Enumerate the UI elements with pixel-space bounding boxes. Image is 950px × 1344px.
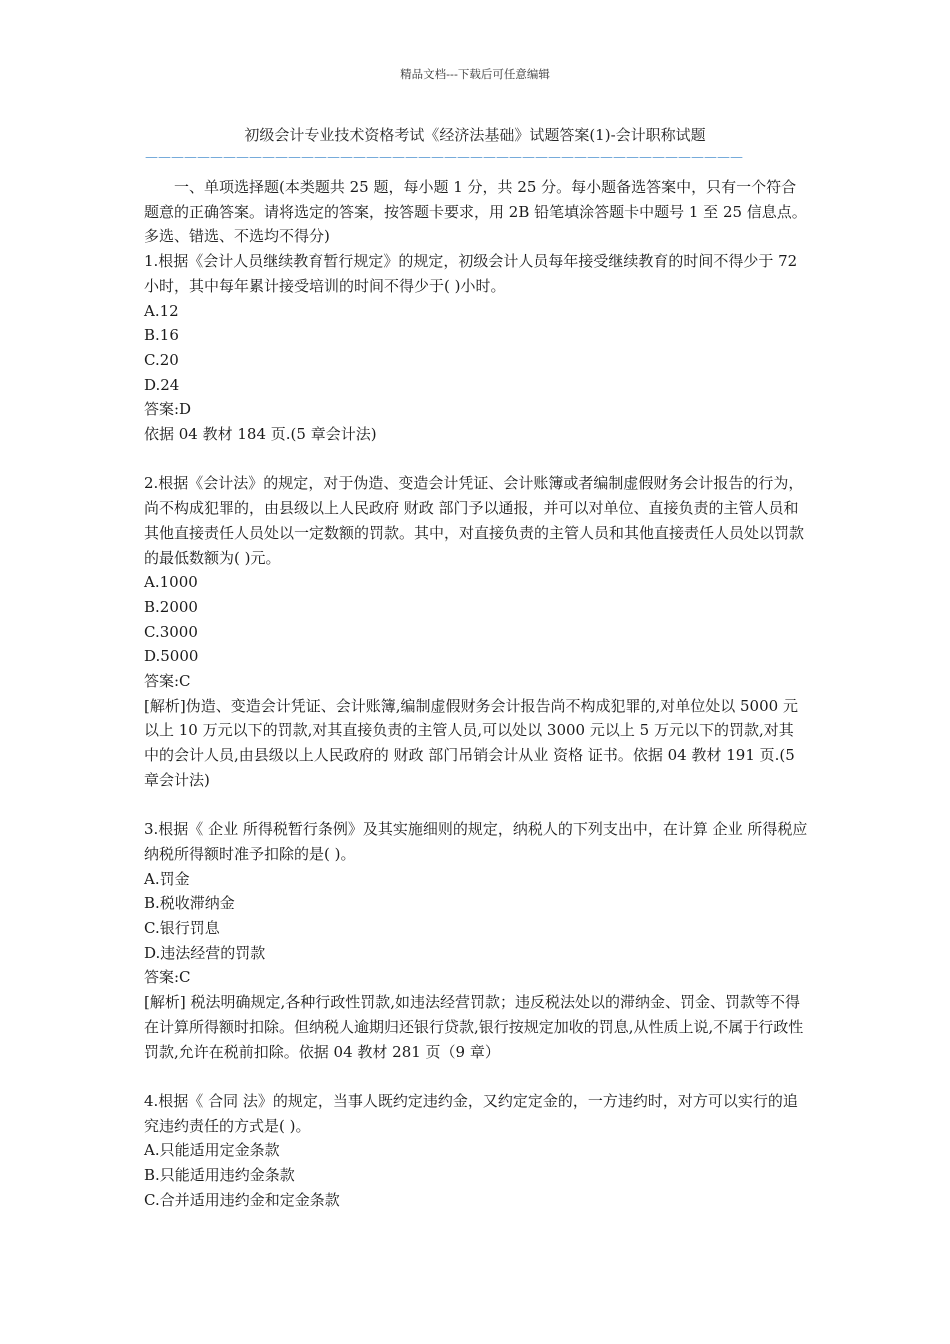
- answer: 答案:C: [144, 968, 191, 987]
- option-b: B.只能适用违约金条款: [144, 1166, 295, 1185]
- option-c: C.3000: [144, 622, 198, 641]
- answer-note: 依据 04 教材 184 页.(5 章会计法): [144, 425, 377, 444]
- answer-explanation: [解析] 税法明确规定,各种行政性罚款,如违法经营罚款；违反税法处以的滞纳金、罚金、罚款等不得在计算所得额时扣除。但纳税人逾期归还银行贷款,银行按规定加收的罚息,从性质上说,不属于行政性罚款,允许在税前扣除。依据 04 教材 281 页（9 章）: [144, 993, 804, 1061]
- option-d: D.24: [144, 375, 180, 394]
- question-3: [144, 817, 808, 1064]
- option-a: A.12: [144, 301, 179, 320]
- option-a: A.只能适用定金条款: [144, 1141, 280, 1160]
- header-note: 精品文档---下载后可任意编辑: [400, 67, 550, 81]
- question-stem: 3.根据《 企业 所得税暂行条例》及其实施细则的规定，纳税人的下列支出中，在计算 企业 所得税应纳税所得额时准予扣除的是( )。: [144, 820, 808, 863]
- option-c: C.银行罚息: [144, 919, 220, 938]
- option-b: B.税收滞纳金: [144, 894, 235, 913]
- option-b: B.2000: [144, 597, 198, 616]
- document-title: 初级会计专业技术资格考试《经济法基础》试题答案(1)-会计职称试题: [244, 126, 706, 144]
- option-d: D.5000: [144, 647, 199, 666]
- section-intro: 一、单项选择题(本类题共 25 题，每小题 1 分，共 25 分。每小题备选答案中，只有一个符合题意的正确答案。请将选定的答案，按答题卡要求，用 2B 铅笔填涂答题卡中题号 1 至 25 信息点。多选、错选、不选均不得分): [144, 178, 807, 246]
- answer: 答案:D: [144, 400, 192, 419]
- option-a: A.1000: [144, 573, 198, 592]
- answer-explanation: [解析]伪造、变造会计凭证、会计账簿,编制虚假财务会计报告尚不构成犯罪的,对单位处以 5000 元以上 10 万元以下的罚款,对其直接负责的主管人员,可以处以 3000 元以上 5 万元以下的罚款,对其中的会计人员,由县级以上人民政府的 财政 部门吊销会计从业 资格 证书。依据 04 教材 191 页.(5 章会计法): [144, 696, 798, 789]
- question-2: [144, 471, 808, 792]
- question-stem: 4.根据《 合同 法》的规定，当事人既约定违约金，又约定定金的，一方违约时，对方可以实行的追究违约责任的方式是( )。: [144, 1091, 798, 1135]
- document-body: [144, 175, 808, 1212]
- question-4: [144, 1089, 808, 1213]
- option-c: C.合并适用违约金和定金条款: [144, 1190, 340, 1209]
- option-c: C.20: [144, 350, 179, 369]
- question-stem: 1.根据《会计人员继续教育暂行规定》的规定，初级会计人员每年接受继续教育的时间不得少于 72 小时，其中每年累计接受培训的时间不得少于( )小时。: [144, 252, 798, 295]
- title-underline-rule: ——————————————————————————————————————————————: [145, 150, 743, 164]
- option-a: A.罚金: [144, 869, 190, 888]
- option-d: D.违法经营的罚款: [144, 943, 266, 962]
- option-b: B.16: [144, 326, 179, 345]
- answer: 答案:C: [144, 672, 191, 691]
- question-1: [144, 249, 808, 447]
- question-stem: 2.根据《会计法》的规定，对于伪造、变造会计凭证、会计账簿或者编制虚假财务会计报告的行为，尚不构成犯罪的，由县级以上人民政府 财政 部门予以通报，并可以对单位、直接负责的主管人员和其他直接责任人员处以一定数额的罚款。其中，对直接负责的主管人员和其他直接责任人员处以罚款的最低数额为( )元。: [144, 474, 805, 567]
